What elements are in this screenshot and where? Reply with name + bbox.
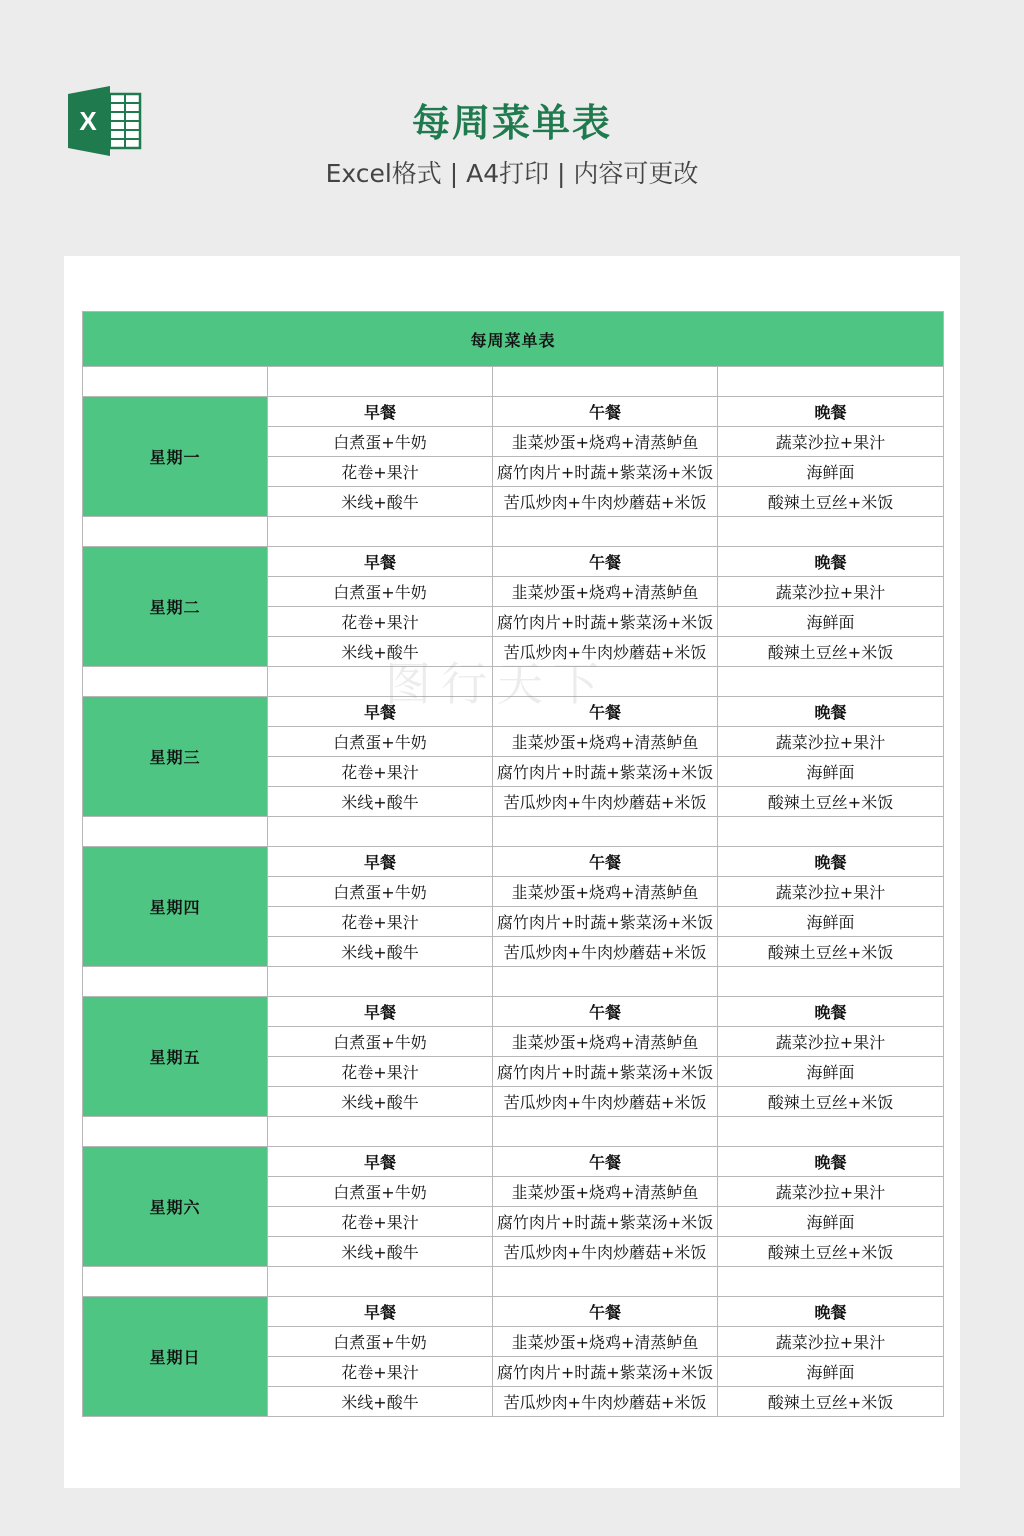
menu-cell[interactable]: 米线+酸牛	[268, 487, 493, 517]
menu-cell[interactable]: 蔬菜沙拉+果汁	[718, 577, 944, 607]
spacer-row	[83, 667, 944, 697]
meal-header-cell[interactable]: 晚餐	[718, 397, 944, 427]
menu-cell[interactable]: 白煮蛋+牛奶	[268, 427, 493, 457]
empty-cell[interactable]	[83, 1117, 268, 1147]
empty-cell[interactable]	[83, 517, 268, 547]
empty-cell[interactable]	[268, 367, 493, 397]
empty-cell[interactable]	[268, 667, 493, 697]
empty-cell[interactable]	[718, 967, 944, 997]
empty-cell[interactable]	[268, 517, 493, 547]
menu-cell[interactable]: 酸辣土豆丝+米饭	[718, 637, 944, 667]
menu-cell[interactable]: 蔬菜沙拉+果汁	[718, 427, 944, 457]
empty-cell[interactable]	[718, 1267, 944, 1297]
empty-cell[interactable]	[83, 1267, 268, 1297]
page-title: 每周菜单表	[411, 101, 612, 145]
menu-cell[interactable]: 花卷+果汁	[268, 1357, 493, 1387]
menu-cell[interactable]: 白煮蛋+牛奶	[268, 577, 493, 607]
meal-header-cell[interactable]: 午餐	[493, 847, 718, 877]
weekly-menu-table	[82, 311, 944, 1417]
meal-header-row	[83, 847, 944, 877]
meal-header-cell[interactable]: 午餐	[493, 697, 718, 727]
menu-cell[interactable]: 腐竹肉片+时蔬+紫菜汤+米饭	[493, 1207, 718, 1237]
menu-cell[interactable]: 米线+酸牛	[268, 1387, 493, 1417]
day-label[interactable]: 星期三	[83, 697, 268, 817]
day-label[interactable]: 星期日	[83, 1297, 268, 1417]
menu-cell[interactable]: 蔬菜沙拉+果汁	[718, 877, 944, 907]
empty-cell[interactable]	[493, 1117, 718, 1147]
spacer-row	[83, 967, 944, 997]
spacer-row	[83, 1117, 944, 1147]
day-label[interactable]: 星期五	[83, 997, 268, 1117]
meal-header-row	[83, 1297, 944, 1327]
menu-cell[interactable]: 花卷+果汁	[268, 1207, 493, 1237]
meal-header-cell[interactable]: 早餐	[268, 547, 493, 577]
menu-cell[interactable]: 腐竹肉片+时蔬+紫菜汤+米饭	[493, 757, 718, 787]
spacer-row	[83, 1267, 944, 1297]
menu-cell[interactable]: 花卷+果汁	[268, 1057, 493, 1087]
spacer-row	[83, 817, 944, 847]
meal-header-row	[83, 697, 944, 727]
meal-header-row	[83, 1147, 944, 1177]
menu-cell[interactable]: 腐竹肉片+时蔬+紫菜汤+米饭	[493, 1057, 718, 1087]
meal-header-cell[interactable]: 晚餐	[718, 997, 944, 1027]
meal-header-row	[83, 997, 944, 1027]
day-label[interactable]: 星期一	[83, 397, 268, 517]
menu-cell[interactable]: 花卷+果汁	[268, 607, 493, 637]
table-title: 每周菜单表	[83, 312, 944, 367]
empty-cell[interactable]	[493, 667, 718, 697]
meal-header-cell[interactable]: 午餐	[493, 1297, 718, 1327]
empty-cell[interactable]	[493, 1267, 718, 1297]
meal-header-cell[interactable]: 晚餐	[718, 547, 944, 577]
menu-cell[interactable]: 腐竹肉片+时蔬+紫菜汤+米饭	[493, 457, 718, 487]
meal-header-cell[interactable]: 早餐	[268, 1297, 493, 1327]
menu-cell[interactable]: 海鲜面	[718, 1207, 944, 1237]
meal-header-cell[interactable]: 早餐	[268, 697, 493, 727]
menu-cell[interactable]: 苦瓜炒肉+牛肉炒蘑菇+米饭	[493, 1237, 718, 1267]
menu-cell[interactable]: 苦瓜炒肉+牛肉炒蘑菇+米饭	[493, 487, 718, 517]
menu-cell[interactable]: 腐竹肉片+时蔬+紫菜汤+米饭	[493, 607, 718, 637]
menu-cell[interactable]: 酸辣土豆丝+米饭	[718, 787, 944, 817]
menu-cell[interactable]: 海鲜面	[718, 757, 944, 787]
empty-cell[interactable]	[83, 667, 268, 697]
meal-header-cell[interactable]: 晚餐	[718, 847, 944, 877]
menu-cell[interactable]: 韭菜炒蛋+烧鸡+清蒸鲈鱼	[493, 577, 718, 607]
empty-cell[interactable]	[718, 667, 944, 697]
empty-cell[interactable]	[83, 817, 268, 847]
menu-cell[interactable]: 韭菜炒蛋+烧鸡+清蒸鲈鱼	[493, 727, 718, 757]
empty-cell[interactable]	[718, 367, 944, 397]
meal-header-cell[interactable]: 晚餐	[718, 1297, 944, 1327]
meal-header-cell[interactable]: 早餐	[268, 397, 493, 427]
meal-header-row	[83, 547, 944, 577]
empty-cell[interactable]	[83, 367, 268, 397]
meal-header-cell[interactable]: 午餐	[493, 397, 718, 427]
menu-cell[interactable]: 海鲜面	[718, 1057, 944, 1087]
meal-header-cell[interactable]: 晚餐	[718, 697, 944, 727]
empty-cell[interactable]	[83, 967, 268, 997]
menu-cell[interactable]: 苦瓜炒肉+牛肉炒蘑菇+米饭	[493, 787, 718, 817]
meal-header-cell[interactable]: 午餐	[493, 997, 718, 1027]
empty-cell[interactable]	[718, 1117, 944, 1147]
menu-cell[interactable]: 花卷+果汁	[268, 757, 493, 787]
menu-cell[interactable]: 韭菜炒蛋+烧鸡+清蒸鲈鱼	[493, 1027, 718, 1057]
menu-cell[interactable]: 韭菜炒蛋+烧鸡+清蒸鲈鱼	[493, 1177, 718, 1207]
menu-cell[interactable]: 苦瓜炒肉+牛肉炒蘑菇+米饭	[493, 637, 718, 667]
menu-cell[interactable]: 花卷+果汁	[268, 457, 493, 487]
menu-cell[interactable]: 白煮蛋+牛奶	[268, 1177, 493, 1207]
meal-header-cell[interactable]: 早餐	[268, 847, 493, 877]
empty-cell[interactable]	[493, 817, 718, 847]
day-label[interactable]: 星期二	[83, 547, 268, 667]
menu-cell[interactable]: 米线+酸牛	[268, 1087, 493, 1117]
meal-header-row	[83, 397, 944, 427]
menu-cell[interactable]: 酸辣土豆丝+米饭	[718, 487, 944, 517]
menu-cell[interactable]: 花卷+果汁	[268, 907, 493, 937]
menu-cell[interactable]: 韭菜炒蛋+烧鸡+清蒸鲈鱼	[493, 877, 718, 907]
spacer-row	[83, 367, 944, 397]
menu-cell[interactable]: 蔬菜沙拉+果汁	[718, 1027, 944, 1057]
menu-cell[interactable]: 蔬菜沙拉+果汁	[718, 1327, 944, 1357]
menu-cell[interactable]: 米线+酸牛	[268, 937, 493, 967]
menu-cell[interactable]: 蔬菜沙拉+果汁	[718, 1177, 944, 1207]
page-subtitle: Excel格式 | A4打印 | 内容可更改	[325, 159, 699, 188]
meal-header-cell[interactable]: 晚餐	[718, 1147, 944, 1177]
empty-cell[interactable]	[268, 1117, 493, 1147]
day-label[interactable]: 星期六	[83, 1147, 268, 1267]
empty-cell[interactable]	[493, 967, 718, 997]
menu-cell[interactable]: 韭菜炒蛋+烧鸡+清蒸鲈鱼	[493, 1327, 718, 1357]
empty-cell[interactable]	[268, 1267, 493, 1297]
empty-cell[interactable]	[268, 967, 493, 997]
menu-cell[interactable]: 米线+酸牛	[268, 637, 493, 667]
menu-cell[interactable]: 海鲜面	[718, 1357, 944, 1387]
menu-cell[interactable]: 白煮蛋+牛奶	[268, 1027, 493, 1057]
meal-header-cell[interactable]: 早餐	[268, 997, 493, 1027]
menu-cell[interactable]: 酸辣土豆丝+米饭	[718, 1087, 944, 1117]
empty-cell[interactable]	[268, 817, 493, 847]
menu-cell[interactable]: 酸辣土豆丝+米饭	[718, 1237, 944, 1267]
day-label[interactable]: 星期四	[83, 847, 268, 967]
meal-header-cell[interactable]: 午餐	[493, 1147, 718, 1177]
menu-cell[interactable]: 韭菜炒蛋+烧鸡+清蒸鲈鱼	[493, 427, 718, 457]
menu-cell[interactable]: 苦瓜炒肉+牛肉炒蘑菇+米饭	[493, 1087, 718, 1117]
meal-header-cell[interactable]: 早餐	[268, 1147, 493, 1177]
menu-cell[interactable]: 酸辣土豆丝+米饭	[718, 1387, 944, 1417]
meal-header-cell[interactable]: 午餐	[493, 547, 718, 577]
spacer-row	[83, 517, 944, 547]
menu-cell[interactable]: 米线+酸牛	[268, 1237, 493, 1267]
menu-cell[interactable]: 酸辣土豆丝+米饭	[718, 937, 944, 967]
empty-cell[interactable]	[493, 517, 718, 547]
menu-cell[interactable]: 白煮蛋+牛奶	[268, 1327, 493, 1357]
menu-cell[interactable]: 海鲜面	[718, 907, 944, 937]
empty-cell[interactable]	[493, 367, 718, 397]
logo-letter: X	[79, 106, 97, 136]
menu-cell[interactable]: 白煮蛋+牛奶	[268, 727, 493, 757]
menu-cell[interactable]: 蔬菜沙拉+果汁	[718, 727, 944, 757]
menu-cell[interactable]: 白煮蛋+牛奶	[268, 877, 493, 907]
menu-cell[interactable]: 海鲜面	[718, 607, 944, 637]
menu-cell[interactable]: 米线+酸牛	[268, 787, 493, 817]
menu-cell[interactable]: 腐竹肉片+时蔬+紫菜汤+米饭	[493, 1357, 718, 1387]
menu-cell[interactable]: 苦瓜炒肉+牛肉炒蘑菇+米饭	[493, 1387, 718, 1417]
menu-cell[interactable]: 海鲜面	[718, 457, 944, 487]
menu-cell[interactable]: 苦瓜炒肉+牛肉炒蘑菇+米饭	[493, 937, 718, 967]
empty-cell[interactable]	[718, 517, 944, 547]
empty-cell[interactable]	[718, 817, 944, 847]
menu-cell[interactable]: 腐竹肉片+时蔬+紫菜汤+米饭	[493, 907, 718, 937]
